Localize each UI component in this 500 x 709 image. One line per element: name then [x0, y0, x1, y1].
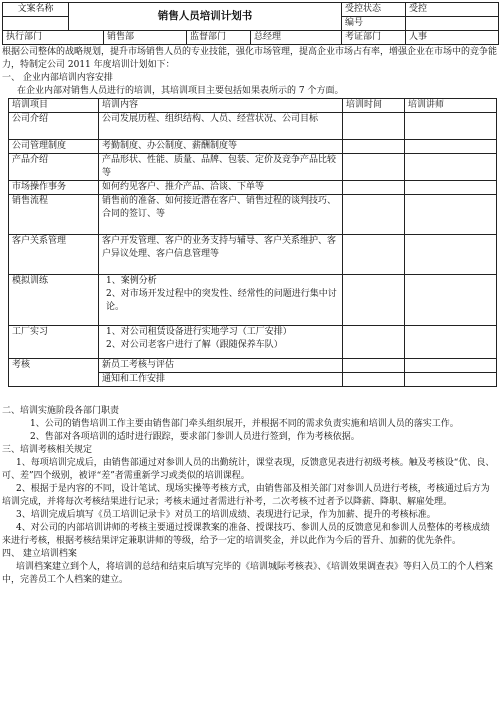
training-lecturer	[405, 181, 497, 195]
training-lecturer	[405, 326, 497, 359]
training-lecturer	[405, 140, 497, 154]
training-time	[343, 359, 405, 373]
section2-heading: 二、培训实施阶段各部门职责	[2, 406, 120, 416]
section3-heading: 三、培训考核相关规定	[2, 445, 93, 455]
section1-lead: 在企业内部对销售人员进行的培训，其培训项目主要包括如果表所示的 7 个方面。	[17, 86, 344, 96]
training-lecturer	[405, 235, 497, 275]
training-item: 公司介绍	[9, 113, 99, 140]
training-time	[343, 195, 405, 235]
doc-name-label: 文案名称	[3, 3, 69, 17]
content-line: 1、案例分析	[106, 276, 157, 286]
training-time	[343, 326, 405, 359]
training-content: 公司发展历程、组织结构、人员、经营状况、公司目标	[99, 113, 343, 140]
section3-item: 4、对公司的内部培训讲师的考核主要通过授课教案的准备、授课技巧、参训人员的反馈意见和参训人员整体的考核成绩来进行考核，根据考核结果评定兼职讲师的等级，给予一定的培训奖金，并以此作为今后的晋升、加薪的优先条件。	[2, 523, 490, 546]
table-row	[9, 326, 497, 359]
number-label: 编号	[342, 17, 406, 31]
content-line: 1、对公司租赁设备进行实地学习（工厂安排）	[106, 327, 292, 337]
training-content	[99, 275, 343, 326]
training-time	[343, 373, 405, 387]
spacer	[2, 387, 498, 405]
training-time	[343, 235, 405, 275]
training-item: 模拟训练	[9, 275, 99, 326]
section1-heading: 一、 企业内部培训内容安排	[2, 73, 113, 83]
training-table	[8, 98, 497, 387]
control-status-label: 受控状态	[342, 3, 406, 17]
training-item: 产品介绍	[9, 154, 99, 181]
section4-heading: 四、 建立培训档案	[2, 549, 77, 559]
training-content: 如何约见客户、推介产品、洽谈、下单等	[99, 181, 343, 195]
table-row	[9, 140, 497, 154]
verify-dept-value: 人事	[406, 31, 499, 45]
column-header: 培训时间	[343, 99, 405, 113]
training-time	[343, 275, 405, 326]
section2-item: 2、售部对各项培训的适时进行跟踪，要求部门参训人员进行签到，作为考核依据。	[30, 432, 360, 442]
column-header: 培训项目	[9, 99, 99, 113]
exec-dept-label: 执行部门	[3, 31, 104, 45]
section2-item: 1、公司的销售培训工作主要由销售部门牵头组织展开，并根据不同的需求负责实施和培训人员的落实工作。	[30, 419, 459, 429]
column-header: 培训讲师	[405, 99, 497, 113]
training-lecturer	[405, 359, 497, 373]
training-item: 销售流程	[9, 195, 99, 235]
section3-item: 3、培训完成后填写《员工培训记录卡》对员工的培训成绩、表现进行记录，作为加薪、提升的考核标准。	[16, 510, 436, 520]
training-item: 公司管理制度	[9, 140, 99, 154]
training-content: 产品形状、性能、质量、品牌、包装、定价及竞争产品比较等	[99, 154, 343, 181]
training-content: 考勤制度、办公制度、薪酬制度等	[99, 140, 343, 154]
training-item: 工厂实习	[9, 326, 99, 359]
training-lecturer	[405, 195, 497, 235]
control-status-value: 受控	[406, 3, 499, 17]
training-content: 销售前的准备、如何接近潜在客户、销售过程的谈判技巧、合同的签订、等	[99, 195, 343, 235]
table-row	[9, 154, 497, 181]
table-row	[9, 113, 497, 140]
training-lecturer	[405, 154, 497, 181]
doc-name-value	[3, 17, 69, 31]
table-row	[9, 359, 497, 373]
content-line: 2、对公司老客户进行了解（跟随保养车队）	[106, 340, 283, 350]
training-time	[343, 140, 405, 154]
training-item: 考核	[9, 359, 99, 387]
training-time	[343, 181, 405, 195]
table-row	[9, 235, 497, 275]
training-time	[343, 154, 405, 181]
training-lecturer	[405, 113, 497, 140]
training-content: 客户开发管理、客户的业务支持与辅导、客户关系维护、客户异议处理、客户信息管理等	[99, 235, 343, 275]
training-time	[343, 113, 405, 140]
training-content: 新员工考核与评估	[99, 359, 343, 373]
training-lecturer	[405, 373, 497, 387]
number-value	[406, 17, 499, 31]
training-content: 通知和工作安排	[99, 373, 343, 387]
section4-item: 培训档案建立到个人，将培训的总结和结束后填写完毕的《培训城际考核表》、《培训效果调查表》等归入员工的个人档案中，完善员工个人档案的建立。	[2, 562, 494, 585]
supervise-dept-label: 监督部门	[187, 31, 251, 45]
intro-paragraph: 根据公司整体的战略规划，提升市场销售人员的专业技能，强化市场管理，提高企业市场占有率，增强企业在市场中的竞争能力，特制定公司 2011 年度培训计划如下：	[2, 47, 498, 70]
table-row	[9, 181, 497, 195]
training-content	[99, 326, 343, 359]
exec-dept-value: 销售部	[104, 31, 187, 45]
section3-item: 1、每项培训完成后，由销售部通过对参训人员的出勤统计，课堂表现，反馈意见表进行初级考核。触及考核设“优、良、可、差”四个级别，被评“差”者需重新学习或类似的培训课程。	[2, 458, 495, 481]
table-row	[9, 195, 497, 235]
training-item: 客户关系管理	[9, 235, 99, 275]
document-title: 销售人员培训计划书	[69, 3, 342, 31]
training-table-header	[9, 99, 497, 113]
content-line: 2、对市场开发过程中的突发性、经常性的问题进行集中讨论。	[106, 289, 337, 312]
training-item: 市场操作事务	[9, 181, 99, 195]
supervise-dept-value: 总经理	[251, 31, 342, 45]
section3-item: 2、根据于是内容的不同，设计笔试、现场实操等考核方式，由销售部及相关部门对参训人员进行考核，考核通过后方为培训完成，并将每次考核结果进行记录；考核未通过者需进行补考，二次考核不过者予以降薪、降职、解雇处理。	[2, 484, 490, 507]
table-row	[9, 275, 497, 326]
training-lecturer	[405, 275, 497, 326]
verify-dept-label: 考证部门	[342, 31, 406, 45]
column-header: 培训内容	[99, 99, 343, 113]
header-table	[2, 2, 499, 45]
